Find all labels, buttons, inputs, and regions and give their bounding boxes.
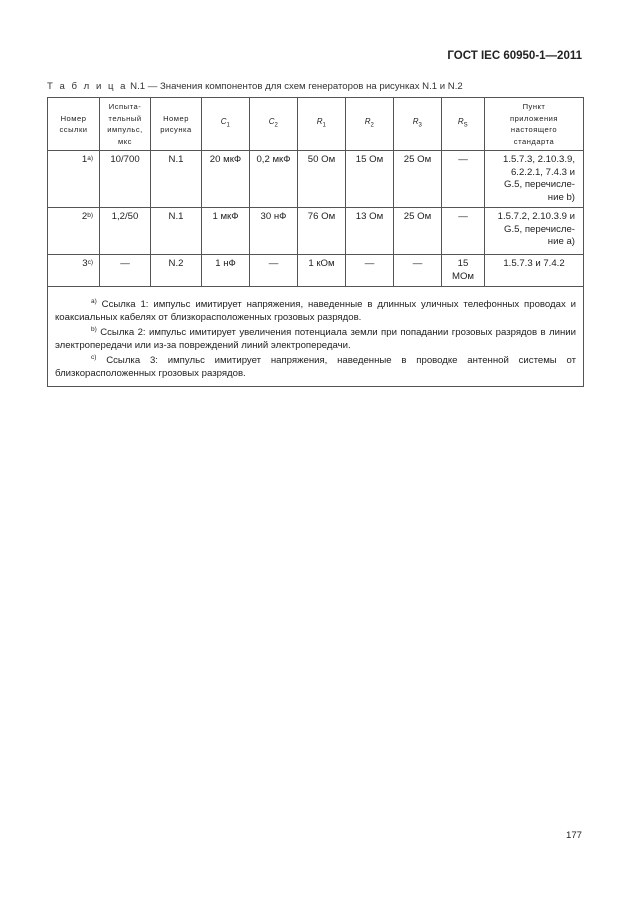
cell-rs: — — [442, 151, 485, 208]
header-r1: $R_1$ — [298, 98, 346, 151]
cell-c2: — — [250, 255, 298, 287]
table-notes-row — [48, 287, 584, 387]
cell-impulse: 1,2/50 — [100, 208, 151, 255]
header-figure: Номер рисунка — [151, 98, 202, 151]
caption-label: Т а б л и ц а — [47, 81, 128, 92]
header-c2: $C_2$ — [250, 98, 298, 151]
cell-r1: 1 кОм — [298, 255, 346, 287]
cell-impulse: — — [100, 255, 151, 287]
table-header-row — [48, 98, 584, 151]
cell-r2: — — [346, 255, 394, 287]
caption-text: N.1 — Значения компонентов для схем генераторов на рисунках N.1 и N.2 — [127, 81, 463, 92]
cell-figure: N.2 — [151, 255, 202, 287]
table-notes — [48, 287, 584, 387]
cell-ref: 2$^{b)}$ — [48, 208, 100, 255]
cell-clause: 1.5.7.2, 2.10.3.9 и G.5, перечисле- ние a) — [485, 208, 584, 255]
table-row — [48, 255, 584, 287]
cell-ref: 1$^{a)}$ — [48, 151, 100, 208]
components-table — [47, 97, 584, 387]
header-c1: $C_1$ — [202, 98, 250, 151]
table-caption — [47, 81, 587, 92]
cell-r2: 15 Ом — [346, 151, 394, 208]
cell-r2: 13 Ом — [346, 208, 394, 255]
table-row — [48, 151, 584, 208]
cell-figure: N.1 — [151, 151, 202, 208]
footnote: $^{a)}$ Ссылка 1: импульс имитирует напряжения, наведенные в длинных уличных телефонных проводах и коаксиальных кабелях от близкорасположенных грозовых разрядов. — [55, 298, 576, 323]
cell-c1: 1 нФ — [202, 255, 250, 287]
page-number: 177 — [565, 830, 582, 841]
cell-clause: 1.5.7.3 и 7.4.2 — [485, 255, 584, 287]
cell-rs: — — [442, 208, 485, 255]
cell-c2: 0,2 мкФ — [250, 151, 298, 208]
cell-clause: 1.5.7.3, 2.10.3.9, 6.2.2.1, 7.4.3 и G.5, перечисле- ние b) — [485, 151, 584, 208]
cell-c1: 20 мкФ — [202, 151, 250, 208]
cell-rs: 15 МОм — [442, 255, 485, 287]
header-r2: $R_2$ — [346, 98, 394, 151]
cell-r1: 76 Ом — [298, 208, 346, 255]
cell-impulse: 10/700 — [100, 151, 151, 208]
header-clause: Пункт приложения настоящего стандарта — [485, 98, 584, 151]
header-r3: $R_3$ — [394, 98, 442, 151]
table-row — [48, 208, 584, 255]
header-rs: $R_S$ — [442, 98, 485, 151]
cell-c2: 30 нФ — [250, 208, 298, 255]
cell-r1: 50 Ом — [298, 151, 346, 208]
cell-r3: — — [394, 255, 442, 287]
cell-ref: 3$^{c)}$ — [48, 255, 100, 287]
header-ref: Номер ссылки — [48, 98, 100, 151]
document-header: ГОСТ IEC 60950-1—2011 — [447, 50, 582, 62]
footnote: $^{b)}$ Ссылка 2: импульс имитирует увеличения потенциала земли при попадании грозовых разрядов в линии электропередачи или из-за повреждений линий электропередачи. — [55, 326, 576, 351]
footnote: $^{c)}$ Ссылка 3: импульс имитирует напряжения, наведенные в проводке антенной системы от близкорасположенных грозовых разрядов. — [55, 354, 576, 380]
cell-r3: 25 Ом — [394, 208, 442, 255]
cell-figure: N.1 — [151, 208, 202, 255]
header-impulse: Испыта- тельный импульс, мкс — [100, 98, 151, 151]
cell-c1: 1 мкФ — [202, 208, 250, 255]
cell-r3: 25 Ом — [394, 151, 442, 208]
